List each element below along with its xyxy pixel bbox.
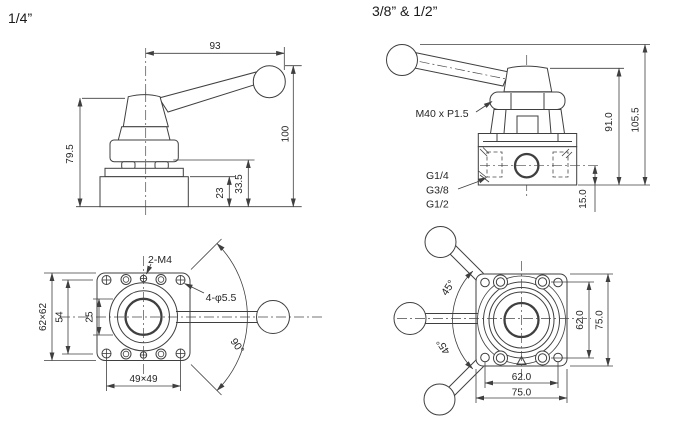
left-valve-side-view bbox=[65, 41, 302, 215]
lever-ball bbox=[387, 45, 418, 76]
dim-105-5-label: 105.5 bbox=[630, 107, 642, 133]
leader-m40 bbox=[476, 102, 492, 113]
valve-knob bbox=[504, 66, 552, 92]
lever-axis bbox=[402, 58, 521, 82]
lever-ball-upper bbox=[425, 227, 456, 258]
lever-rod bbox=[410, 52, 509, 87]
label-4-phi55: 4-φ5.5 bbox=[205, 292, 237, 304]
angle-45-upper-label: 45° bbox=[439, 278, 458, 298]
dim-54-label: 54 bbox=[54, 311, 66, 323]
swing-limit-upper bbox=[191, 239, 222, 270]
right-valve-title: 3/8” & 1/2” bbox=[372, 3, 438, 19]
dim-100-label: 100 bbox=[280, 125, 292, 143]
left-valve-title: 1/4” bbox=[8, 10, 33, 26]
dim-23-label: 23 bbox=[215, 187, 226, 199]
dim-62-right-label: 62.0 bbox=[575, 310, 586, 330]
dim-62-bottom-label: 62.0 bbox=[511, 372, 532, 383]
lever-ball bbox=[253, 66, 285, 98]
swing-limit-lower bbox=[191, 365, 222, 396]
dim-93-label: 93 bbox=[209, 41, 221, 52]
lever-rod bbox=[159, 72, 258, 113]
dim-15-label: 15.0 bbox=[578, 189, 589, 209]
label-m40: M40 x P1.5 bbox=[415, 108, 469, 120]
dim-62x62-label: 62×62 bbox=[38, 302, 49, 332]
screw-bump-left bbox=[122, 162, 135, 169]
dim-49x49-label: 49×49 bbox=[129, 374, 158, 385]
screw-bump-right bbox=[155, 162, 168, 169]
right-valve-side-view bbox=[387, 45, 651, 213]
lever-positions bbox=[394, 227, 484, 416]
valve-plate bbox=[105, 168, 183, 176]
left-valve-top-view bbox=[38, 239, 322, 395]
lever-ball-lower bbox=[424, 384, 455, 415]
right-valve-top-view bbox=[394, 227, 613, 416]
label-2-m4: 2-M4 bbox=[148, 254, 172, 266]
angle-90-label: 90° bbox=[227, 336, 247, 356]
valve-mid-body bbox=[110, 140, 178, 162]
valve-neck bbox=[118, 127, 170, 140]
port-g12-label: G1/2 bbox=[426, 198, 449, 211]
body-top-plate bbox=[478, 134, 576, 147]
panel-nut bbox=[490, 92, 565, 110]
port-g14-label: G1/4 bbox=[426, 170, 449, 182]
dim-91-label: 91.0 bbox=[604, 112, 615, 132]
dim-75-right-label: 75.0 bbox=[594, 310, 606, 330]
funnel-notch bbox=[517, 116, 538, 134]
dim-33-5-label: 33.5 bbox=[234, 174, 245, 194]
valve-base bbox=[100, 177, 188, 207]
angle-45-lower-label: 45° bbox=[434, 336, 453, 357]
dim-25-label: 25 bbox=[84, 311, 96, 323]
dim-75-bottom-label: 75.0 bbox=[511, 387, 532, 399]
port-g38-label: G3/8 bbox=[426, 184, 449, 197]
dim-79-5-label: 79.5 bbox=[65, 144, 76, 164]
